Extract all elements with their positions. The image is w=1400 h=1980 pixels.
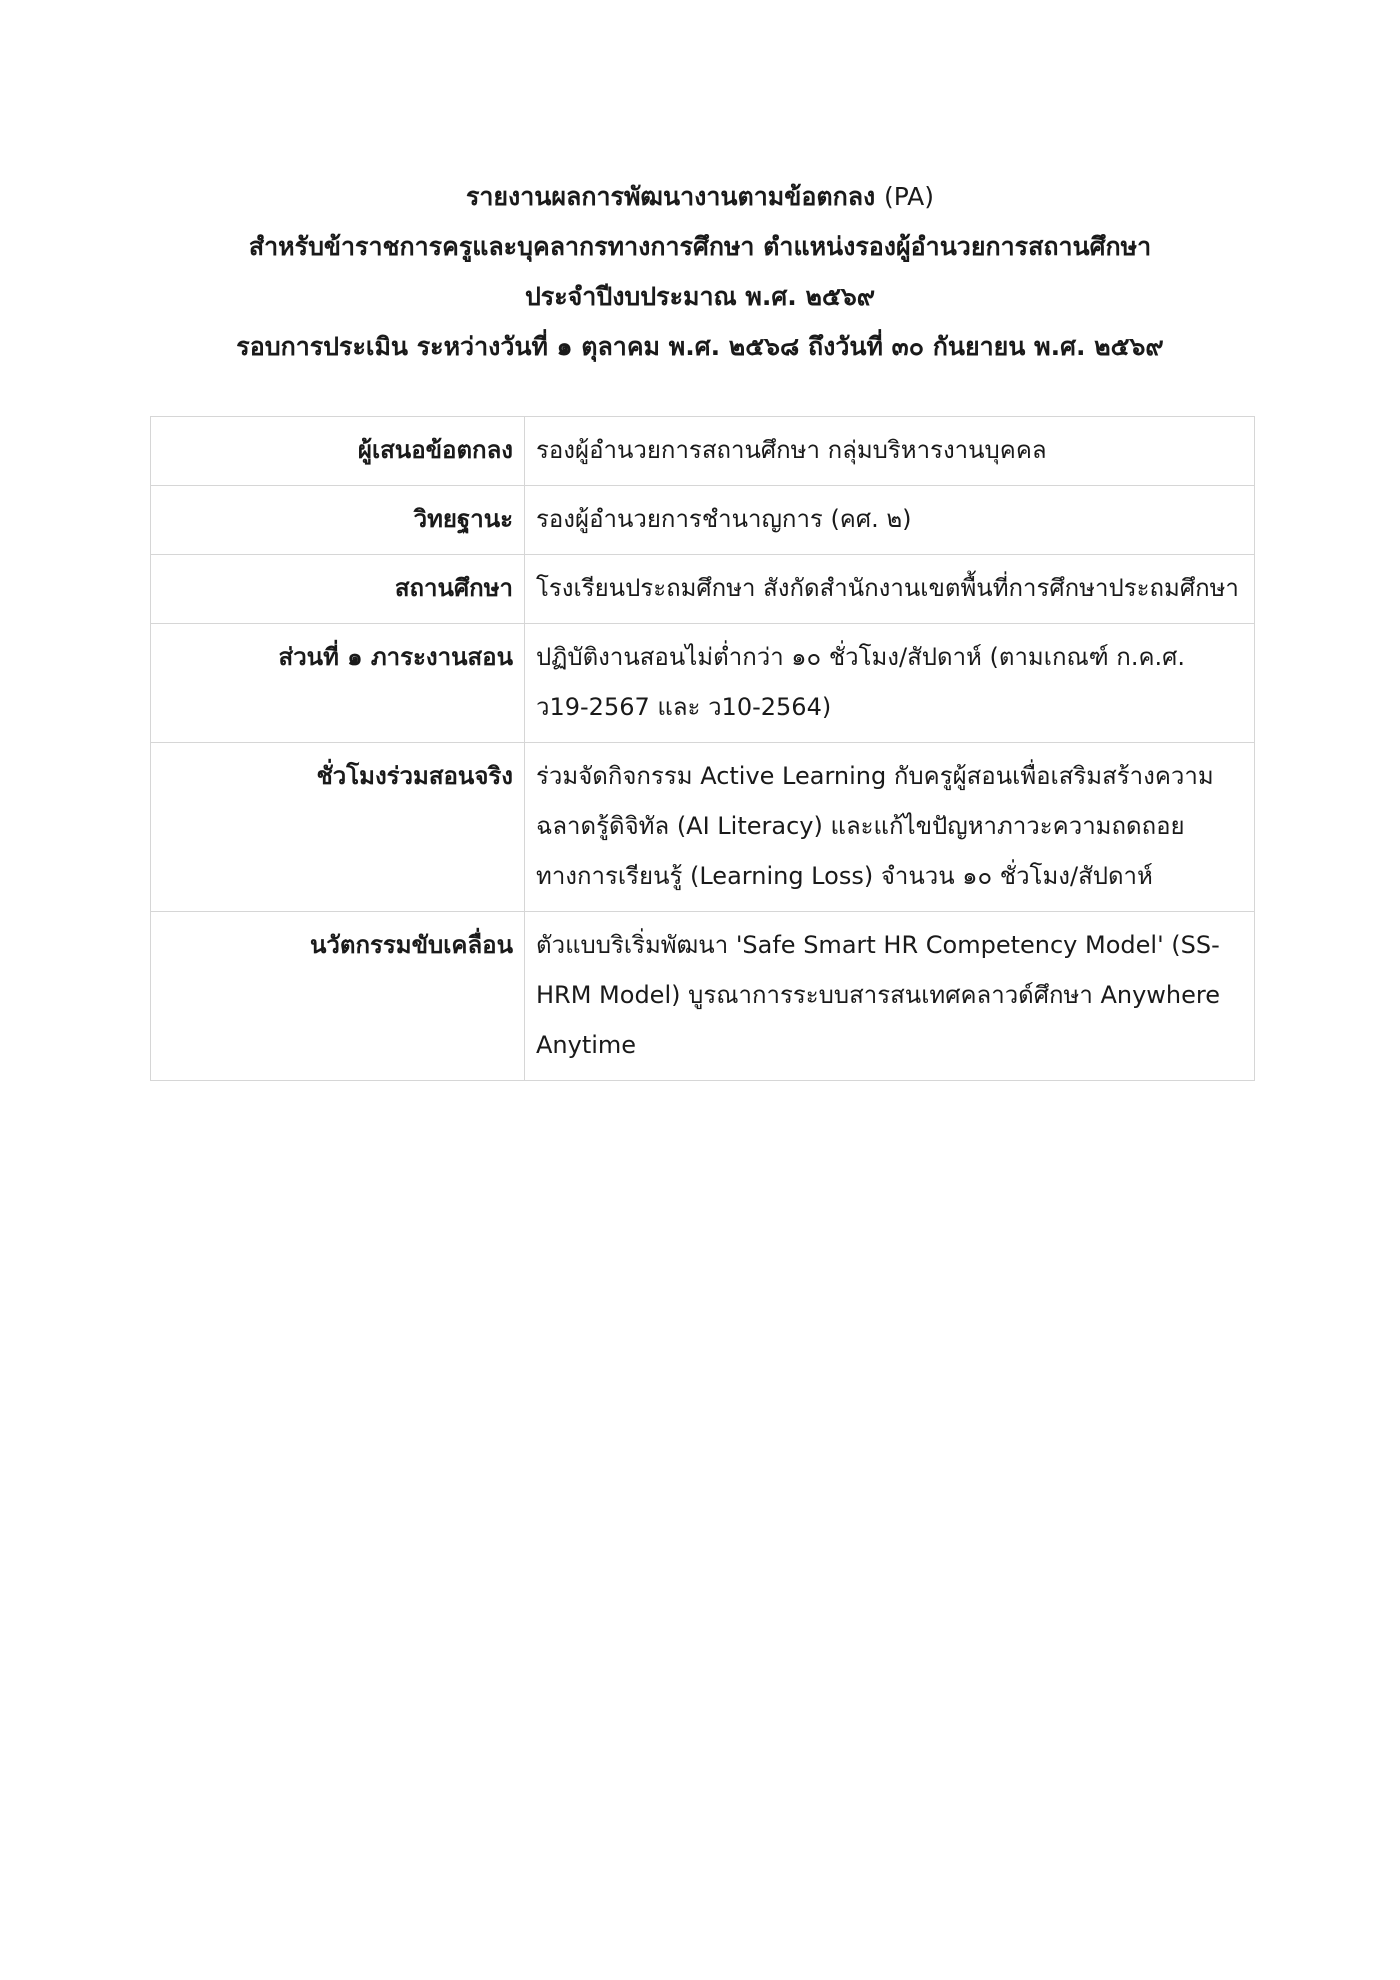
row-value-teaching-load: ปฏิบัติงานสอนไม่ต่ำกว่า ๑๐ ชั่วโมง/สัปดาห์ (ตามเกณฑ์ ก.ค.ศ. ว19-2567 และ ว10-2564) xyxy=(525,624,1255,743)
row-label-proposer: ผู้เสนอข้อตกลง xyxy=(151,417,525,486)
table-row xyxy=(151,624,1255,743)
table-row xyxy=(151,912,1255,1081)
report-subtitle-position: สำหรับข้าราชการครูและบุคลากรทางการศึกษา ตำแหน่งรองผู้อำนวยการสถานศึกษา xyxy=(248,232,1152,261)
row-value-school: โรงเรียนประถมศึกษา สังกัดสำนักงานเขตพื้นที่การศึกษาประถมศึกษา xyxy=(525,555,1255,624)
row-label-innovation: นวัตกรรมขับเคลื่อน xyxy=(151,912,525,1081)
report-fiscal-year: ประจำปีงบประมาณ พ.ศ. ๒๕๖๙ xyxy=(524,282,876,311)
row-value-academic-standing: รองผู้อำนวยการชำนาญการ (คศ. ๒) xyxy=(525,486,1255,555)
report-title-main: รายงานผลการพัฒนางานตามข้อตกลง xyxy=(465,182,884,211)
agreement-info-table xyxy=(150,416,1255,1081)
row-label-school: สถานศึกษา xyxy=(151,555,525,624)
row-label-co-teaching-hours: ชั่วโมงร่วมสอนจริง xyxy=(151,743,525,912)
report-title xyxy=(0,172,1400,222)
table-row xyxy=(151,743,1255,912)
table-row xyxy=(151,417,1255,486)
report-title-block xyxy=(0,172,1400,372)
row-label-teaching-load: ส่วนที่ ๑ ภาระงานสอน xyxy=(151,624,525,743)
row-value-co-teaching-hours: ร่วมจัดกิจกรรม Active Learning กับครูผู้สอนเพื่อเสริมสร้างความฉลาดรู้ดิจิทัล (AI Literacy) และแก้ไขปัญหาภาวะความถดถอยทางการเรียนรู้ (Learning Loss) จำนวน ๑๐ ชั่วโมง/สัปดาห์ xyxy=(525,743,1255,912)
report-assessment-period: รอบการประเมิน ระหว่างวันที่ ๑ ตุลาคม พ.ศ. ๒๕๖๘ ถึงวันที่ ๓๐ กันยายน พ.ศ. ๒๕๖๙ xyxy=(236,332,1164,361)
row-label-academic-standing: วิทยฐานะ xyxy=(151,486,525,555)
row-value-proposer: รองผู้อำนวยการสถานศึกษา กลุ่มบริหารงานบุคคล xyxy=(525,417,1255,486)
report-title-suffix: (PA) xyxy=(883,182,935,211)
row-value-innovation: ตัวแบบริเริ่มพัฒนา 'Safe Smart HR Competency Model' (SS-HRM Model) บูรณาการระบบสารสนเทศคลาวด์ศึกษา Anywhere Anytime xyxy=(525,912,1255,1081)
table-row xyxy=(151,486,1255,555)
table-row xyxy=(151,555,1255,624)
